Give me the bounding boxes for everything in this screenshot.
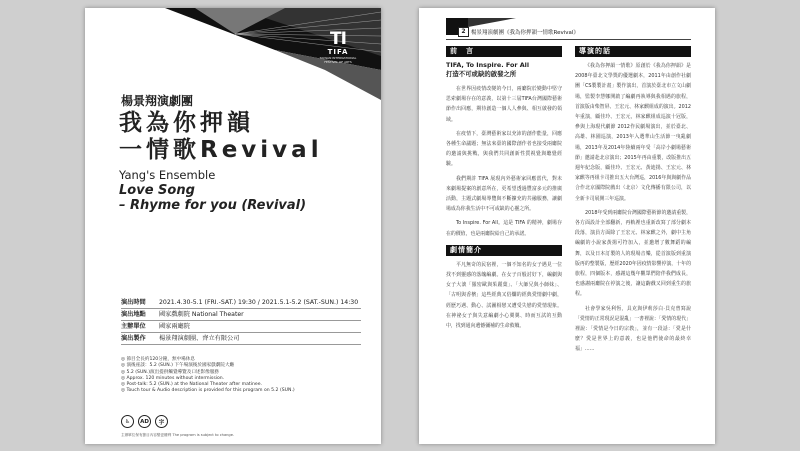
director-heading: 導演的話 xyxy=(575,46,691,57)
title-en-line2: – Rhyme for you (Revival) xyxy=(119,198,307,213)
preface-subhead xyxy=(446,61,562,78)
left-column xyxy=(446,46,562,335)
ensemble-en: Yang's Ensemble xyxy=(119,168,216,182)
paragraph: 平凡無奇的民宿裡，一個不知名的女子遇見一位找不到靈感的落魄編劇。在女子百般討好下，編劇與女子大談「羅密歐與茱麗葉」、「大師兄與小師妹」、「古明與香檳」這些經典又俗爛的經典愛情劇中劇，經歷巧遇、動心、試圖相戀又遭受失戀的愛情現象。在神祕女子與失意編劇小心翼翼、時而互試的互動中，找到通向遺憾彌補的生命救贖。 xyxy=(446,261,562,330)
header-rule xyxy=(446,39,691,40)
tifa-logo-word: TIFA xyxy=(327,48,349,56)
program-notes xyxy=(121,357,361,395)
accessibility-icons xyxy=(121,415,168,428)
wheelchair-icon: ♿ xyxy=(121,415,134,428)
paragraph: 在疫情下，臺灣藝術家以充沛的創作能量，回應各種生命議題；無法來臺的國際創作者也接受兩廳院的邀請與挑戰，與我們共同創新性質視覺與聽覺經驗。 xyxy=(446,130,562,168)
paragraph: 《我為你押韻一情歌》原創於《我為你押韻》是2008年臺北文學獎的優選劇本，2011年由創作社劇團「CS製製計畫」製作演出，首演於臺北市立文山劇場，監製李慧娜開啟了編劇再執導與我相遇的旅程，首演版由柴智屏、王宏元、林家麒組成的演出。2012年重演，顧佳玲、王宏元，林家麒組成巡演十冠版，參與上海現代劇節 2012作民劇場演出，並於臺北、高雄、林園巡演，2013年入選華山生活節一曳亂劇場，2013年及2014年陸續兩年受「高岸小劇場藝術節」邀請赴北京演出；2015年再由重製，改版推出五週年紀念版，顧佳玲、王宏元、黃迪揚、王宏元、林家麒等再組卡司推出五大台灣巡，2016年與與劇作品合作北京國際院戲出（北京）文化傳播有限公司，以全新卡司展開三年巡演。 xyxy=(575,63,691,202)
audio-description-icon: AD xyxy=(138,415,151,428)
note-line: ◎ 節目全長約120分鐘，無中場休息 xyxy=(121,357,195,362)
program-cover-page xyxy=(85,8,381,444)
title-en-block xyxy=(119,168,306,213)
note-line: ◎ Approx. 120 minutes without intermission. xyxy=(121,375,225,381)
right-column xyxy=(575,46,691,359)
synopsis-heading: 劇情簡介 xyxy=(446,245,562,256)
info-row-production xyxy=(121,333,361,345)
cover-footer: 主辦單位保有節目內容變更權利 The program is subject to change. xyxy=(121,433,235,437)
info-value: 國家兩廳院 xyxy=(159,323,190,330)
note-line: ◎ Post-talk: 5.2 (SUN.) at the National Theater after matinee. xyxy=(121,382,263,388)
note-line: ◎ 演後座談：5.2 (SUN.) 下午場演後於國家戲劇院大廳 xyxy=(121,363,235,369)
info-value: 國家戲劇院 National Theater xyxy=(159,311,244,318)
preface-heading: 前 言 xyxy=(446,46,562,57)
performance-info xyxy=(121,297,361,345)
paragraph: 我們期許 TIFA 展現內外藝術家回應當代，對未來劇場提案的創意所在，更希望透過豐富多元的推廣活動，主題式劇場導覽與不斷擴充的共融服務，讓劇場成為你我生活中不可或缺的心靈之所。 xyxy=(446,175,562,213)
tifa-logo xyxy=(315,30,361,64)
info-label: 演出時間 xyxy=(121,299,146,306)
program-inner-page xyxy=(419,8,715,444)
title-zh-line2: 一情歌Revival xyxy=(119,137,323,163)
paragraph: To Inspire. For All。這是 TIFA 的精神，劇場存在的價值，也是兩廳院給自己的承諾。 xyxy=(446,220,562,237)
preface-body xyxy=(446,84,562,239)
caption-icon: 字 xyxy=(155,415,168,428)
paragraph: 在世界因疫情改變的今日，兩廳院於變動中堅守思索劇場存在的意義，以第十三屆TIFA台灣國際藝術節作出回應，期待創造一個人人參與、相互啟發的領域。 xyxy=(446,86,562,123)
tifa-logo-subtitle: TAIWAN INTERNATIONAL FESTIVAL OF ARTS xyxy=(319,56,357,64)
note-line: ◎ 5.2 (SUN.)演出提供觸覺導覽及口述影像服務 xyxy=(121,369,219,375)
page-number: 2 xyxy=(458,27,469,37)
note-line: ◎ Touch tour & Audio description is provided for this program on 5.2 (SUN.) xyxy=(121,388,295,394)
info-row-organizer xyxy=(121,321,361,333)
preface-subhead-line2: 打造不可或缺的啟發之所 xyxy=(446,69,517,78)
info-label: 演出地點 xyxy=(121,311,146,318)
running-head: 楊景翔演劇團《我為你押韻一情歌Revival》 xyxy=(471,30,579,36)
info-value: 楊景翔演劇團、齊立有限公司 xyxy=(159,335,240,342)
paragraph: 2018年受到兩廳院台灣國際藝術節的邀請重製，各方面設計全部翻新，再軌裡也重新改寫了部分劇本段落，演員方面除了王宏元、林家麒之外，劇中主角編劇的小說家黃揚可符加入，並邀增了數舞蹈的編舞，以及日本訂製的人的現場音樂，從首演版到重演版再的整製版，歷經2020年因疫情影響停演，十年的旅程，四個版本，感謝這幾年觀眾們陪伴我們成長，也感謝兩廳院在停演之後，讓這齣戲又回到重生的旅程。 xyxy=(575,209,691,298)
title-zh xyxy=(119,110,323,164)
tifa-logo-mark: TI xyxy=(330,29,346,49)
info-value: 2021.4.30-5.1 (FRI.-SAT.) 19:30 / 2021.5.1-5.2 (SAT.-SUN.) 14:30 xyxy=(159,299,359,306)
title-zh-line1: 我為你押韻 xyxy=(119,110,254,136)
preface-subhead-line1: TIFA, To Inspire. For All xyxy=(446,61,530,69)
info-row-time xyxy=(121,297,361,309)
info-row-venue xyxy=(121,309,361,321)
synopsis-body xyxy=(446,260,562,331)
title-en-line1: Love Song xyxy=(119,183,195,198)
director-body xyxy=(575,61,691,355)
troupe-name: 楊景翔演劇團 xyxy=(121,94,194,108)
paragraph: 社會學家吳利恆，具克與伊莉莎白·貝克曾寫說「愛情的正常現況是混亂」一書裡說：「愛情的現代」裡說：「愛情是今日的宗教」，並有一段話：「愛是什麼？愛是世界上的意義，也是他們使命的最終幸福」…… xyxy=(575,305,691,353)
info-label: 演出製作 xyxy=(121,335,146,342)
info-label: 主辦單位 xyxy=(121,323,146,330)
